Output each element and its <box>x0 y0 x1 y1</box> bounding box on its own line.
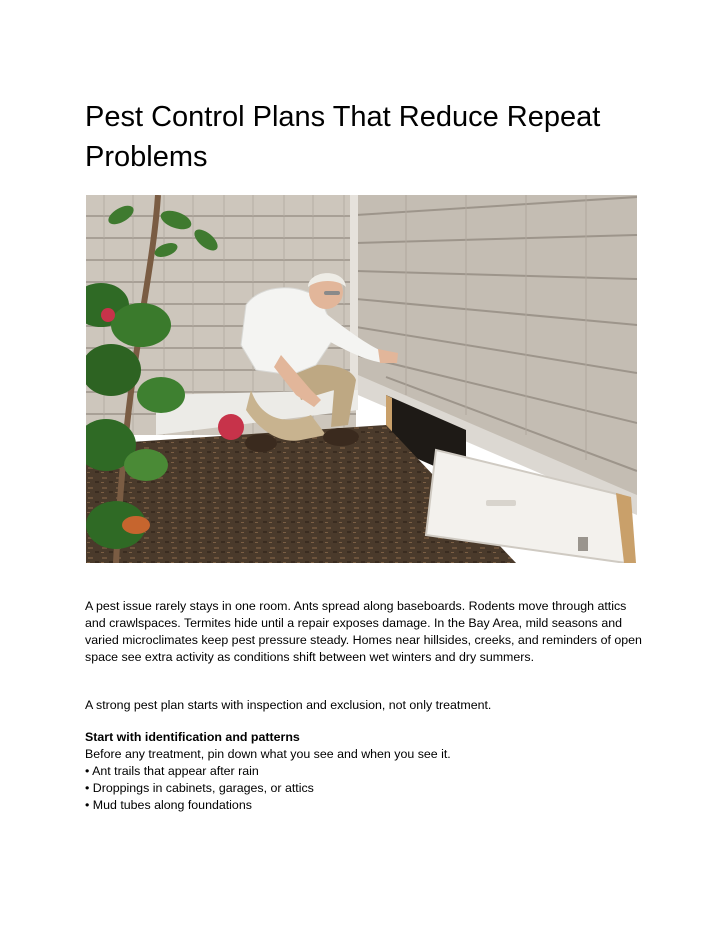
list-item: • Ant trails that appear after rain <box>85 764 259 778</box>
page-title: Pest Control Plans That Reduce Repeat Problems <box>85 101 601 173</box>
list-item: • Droppings in cabinets, garages, or attics <box>85 781 314 795</box>
identification-section <box>85 729 645 814</box>
list-item: • Mud tubes along foundations <box>85 798 252 812</box>
summary-paragraph: A strong pest plan starts with inspection and exclusion, not only treatment. <box>85 698 492 712</box>
section-heading: Start with identification and patterns <box>85 730 300 744</box>
section-intro: Before any treatment, pin down what you see and when you see it. <box>85 747 451 761</box>
inspector-photo <box>86 195 637 563</box>
intro-paragraph: A pest issue rarely stays in one room. Ants spread along baseboards. Rodents move through attics and crawlspaces. Termites hide until a repair exposes damage. In the Bay Area, mild seasons and varied microclimates keep pest pressure steady. Homes near hillsides, creeks, and reminders of open space see extra activity as conditions shift between wet winters and dry summers. <box>85 599 642 664</box>
